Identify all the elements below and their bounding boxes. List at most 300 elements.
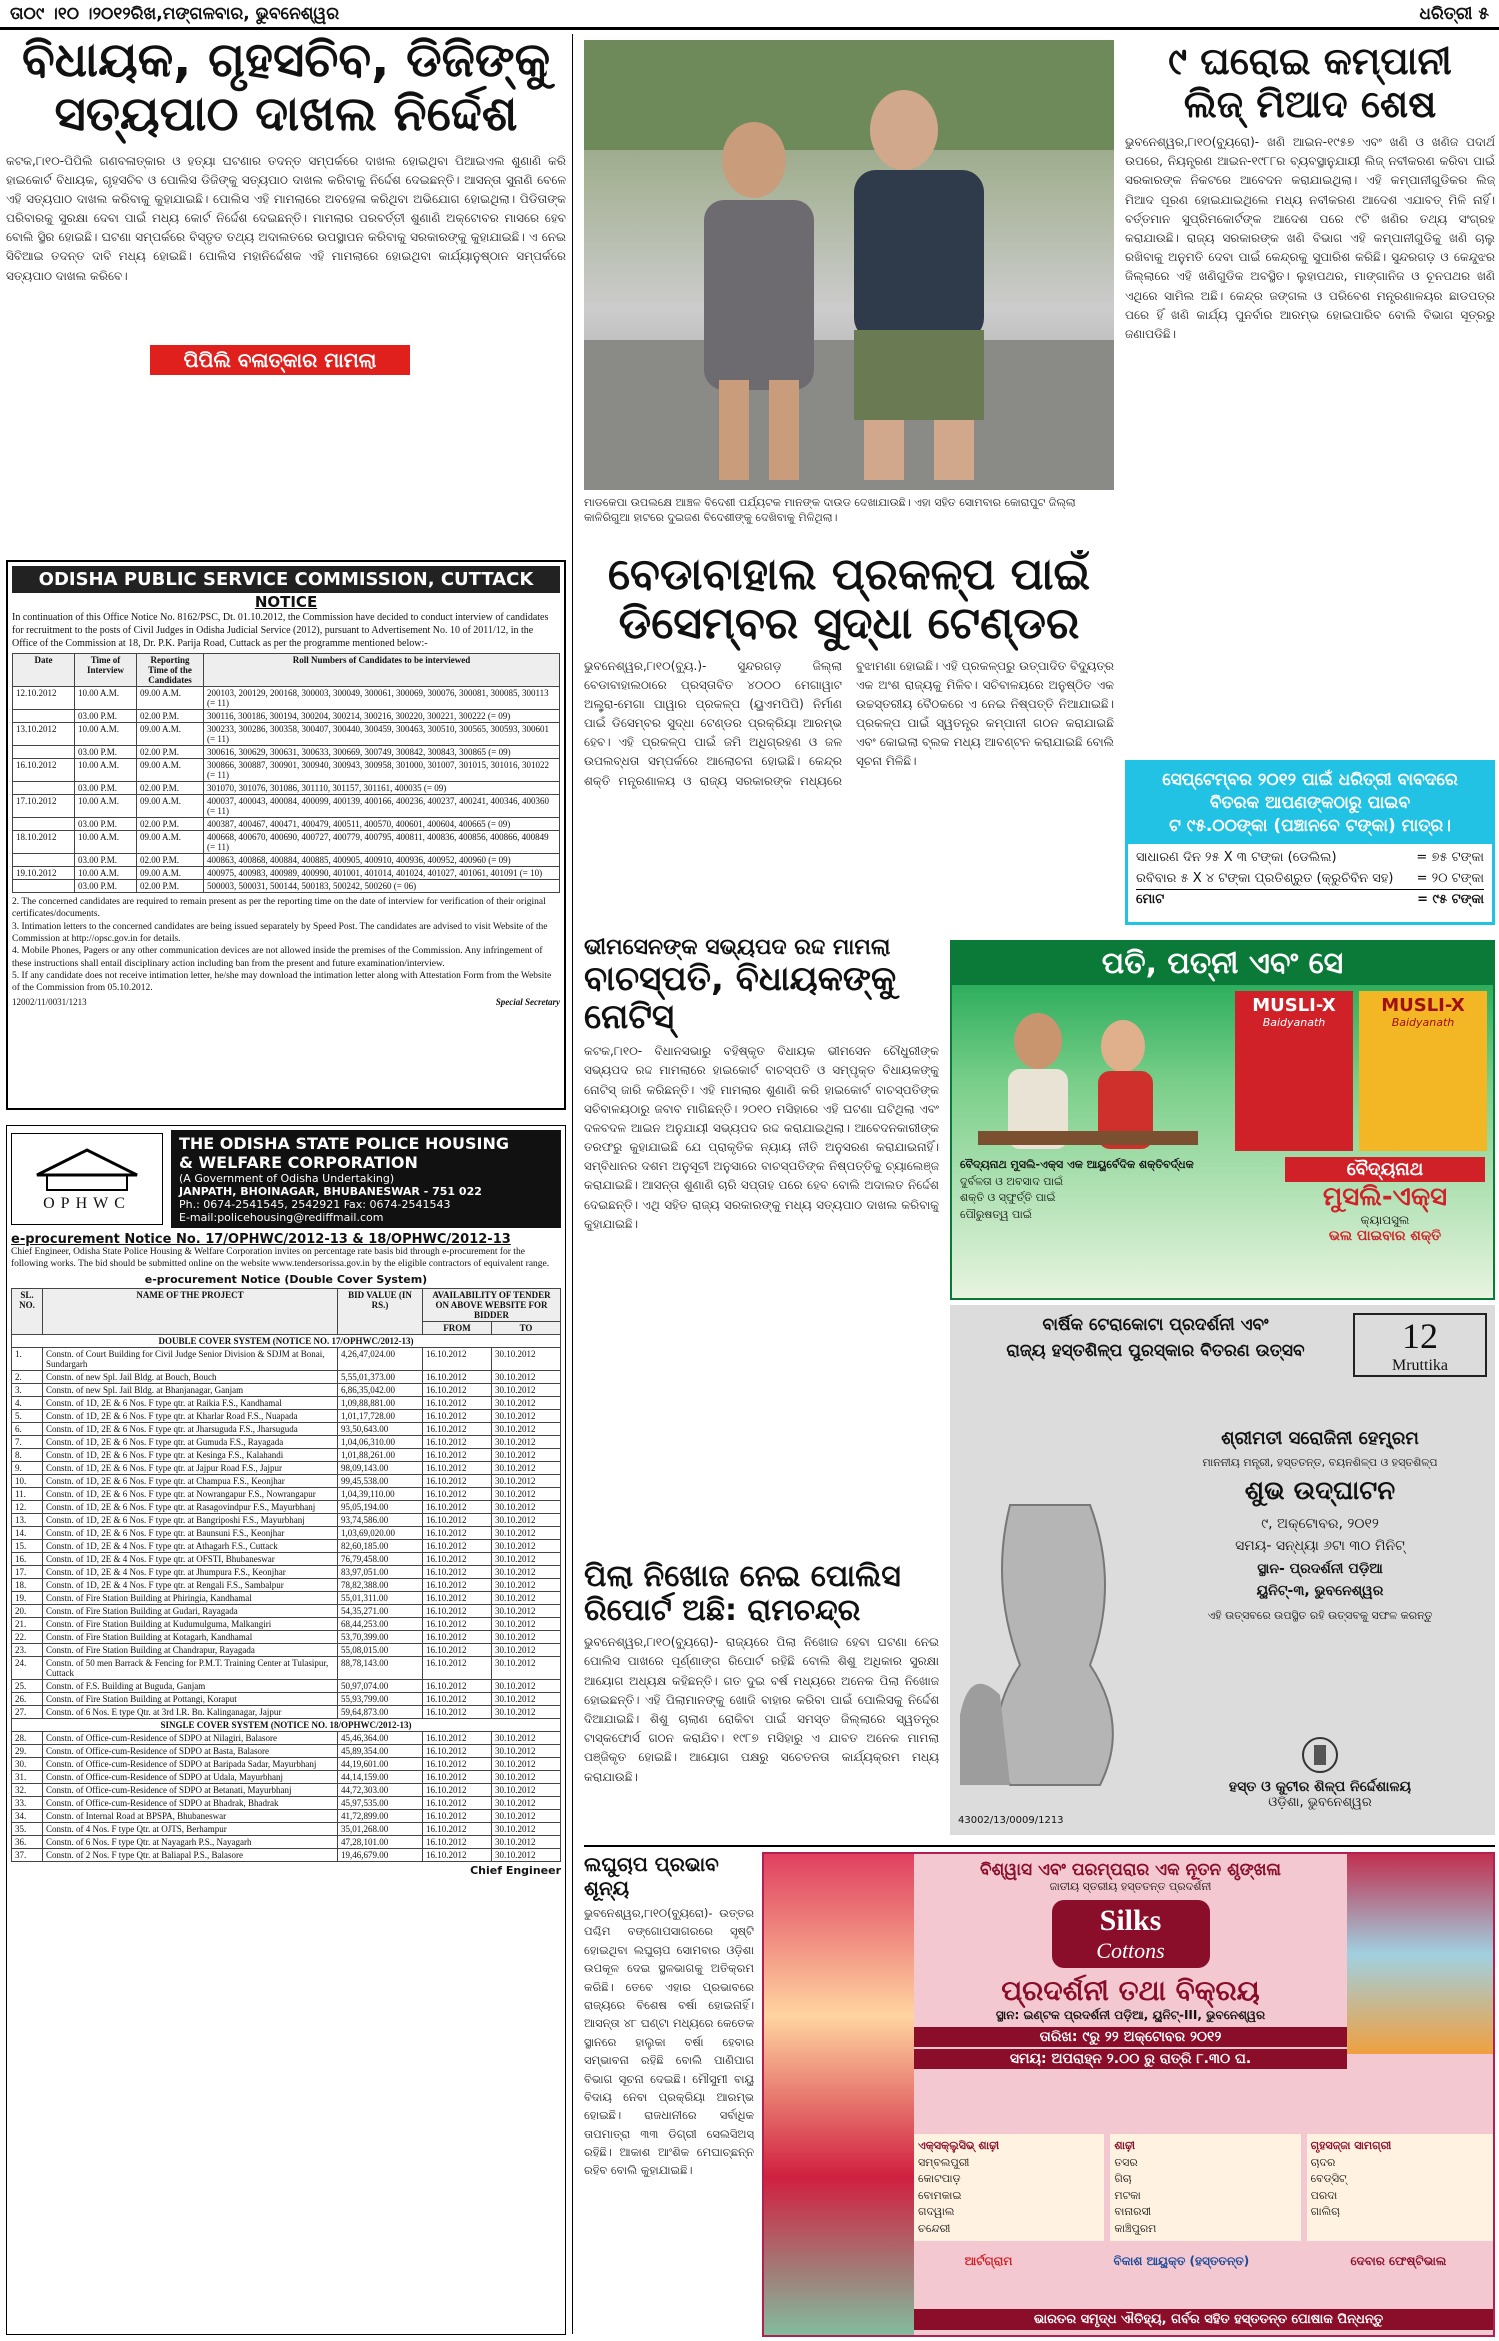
table-cell: 37. [12, 1848, 43, 1861]
table-cell: 300616, 300629, 300631, 300633, 300669, 300749, 300842, 300843, 300865 (= 09) [204, 746, 560, 759]
table-cell: 6,86,35,042.00 [338, 1383, 423, 1396]
table-cell: 30.10.2012 [492, 1705, 561, 1718]
table-cell: 26. [12, 1692, 43, 1705]
event-venue: ୟୁନିଟ୍-୩, ଭୁବନେଶ୍ୱର [1256, 1583, 1384, 1600]
ad-point: ଶକ୍ତି ଓ ସ୍ଫୁର୍ତ୍ତି ପାଇଁ [960, 1191, 1056, 1204]
table-cell [13, 782, 75, 795]
sub-line: ଟ ୯୫.୦୦ଙ୍କା (ପଞ୍ଚାନବେ ଟଙ୍କା) ମାତ୍ର। [1169, 815, 1451, 836]
ad-ref: 43002/13/0009/1213 [958, 1815, 1064, 1826]
table-cell: 93,50,643.00 [338, 1422, 423, 1435]
table-cell: 16.10.2012 [423, 1848, 492, 1861]
table-row [12, 1630, 561, 1643]
table-cell: 16. [12, 1552, 43, 1565]
story-headline: ବାଚସ୍ପତି, ବିଧାୟକଙ୍କୁ ନୋଟିସ୍ [584, 959, 897, 1038]
table-cell: 30.10.2012 [492, 1835, 561, 1848]
table-cell: 68,44,253.00 [338, 1617, 423, 1630]
notice-note: 3. Intimation letters to the concerned candidates are being issued separately by Speed Post. The candidates are advised to visit Website of the Commission at http://opsc.gov.in for details. [12, 921, 548, 945]
ad-sub: ଜାତୀୟ ସ୍ତରୀୟ ହସ୍ତତନ୍ତ ପ୍ରଦର୍ଶନୀ [1049, 1880, 1212, 1893]
table-cell: 16.10.2012 [423, 1643, 492, 1656]
table-row [12, 1435, 561, 1448]
list-title: ଗୃହସଜ୍ଜା ସାମଗ୍ରୀ [1310, 2139, 1392, 2152]
table-cell: 16.10.2012 [423, 1783, 492, 1796]
col-header: FROM [423, 1321, 492, 1334]
table-cell: 30.10.2012 [492, 1643, 561, 1656]
table-cell: 14. [12, 1526, 43, 1539]
notice-intro: Chief Engineer, Odisha State Police Housing & Welfare Corporation invites on percentage rate basis bid through e-procurement for the following works. The bid should be submitted online on the website www.tendersorissa.gov.in by the eligible contractors of equivalent range. [11, 1247, 550, 1269]
table-row [12, 1409, 561, 1422]
table-cell: 30.10.2012 [492, 1396, 561, 1409]
table-cell: 32. [12, 1783, 43, 1796]
table-cell: 10.00 A.M. [75, 759, 137, 782]
table-cell: Constn. of Internal Road at BPSPA, Bhubaneswar [43, 1809, 338, 1822]
logo-word: Cottons [1096, 1938, 1165, 1963]
table-row [12, 1461, 561, 1474]
product-brand-box: MUSLI-X [1381, 995, 1465, 1016]
table-cell: 30.10.2012 [492, 1500, 561, 1513]
table-cell: Constn. of 1D, 2E & 6 Nos. F type qtr. at Jajpur Road F.S., Jajpur [43, 1461, 338, 1474]
event-title: ରାଜ୍ୟ ହସ୍ତଶିଳ୍ପ ପୁରସ୍କାର ବିତରଣ ଉତ୍ସବ [1006, 1340, 1305, 1361]
product-company-box: Baidyanath [1391, 1016, 1455, 1029]
col-header: AVAILABILITY OF TENDER ON ABOVE WEBSITE FOR BIDDER [423, 1288, 561, 1321]
table-cell: 47,28,101.00 [338, 1835, 423, 1848]
table-row [12, 1796, 561, 1809]
table-cell: 09.00 A.M. [137, 759, 204, 782]
table-cell: 93,74,586.00 [338, 1513, 423, 1526]
opsc-title: ODISHA PUBLIC SERVICE COMMISSION, CUTTACK [12, 566, 560, 593]
table-cell: 3. [12, 1383, 43, 1396]
table-row [12, 1565, 561, 1578]
table-cell [13, 746, 75, 759]
event-label: ଶୁଭ ଉଦ୍‌ଘାଟନ [1244, 1476, 1396, 1507]
table-row [12, 1822, 561, 1835]
table-cell: 30.10.2012 [492, 1383, 561, 1396]
col-header: NAME OF THE PROJECT [43, 1288, 338, 1334]
table-row [12, 1448, 561, 1461]
table-cell: 03.00 P.M. [75, 710, 137, 723]
table-cell: 02.00 P.M. [137, 710, 204, 723]
table-cell: 16.10.2012 [423, 1539, 492, 1552]
table-cell: 33. [12, 1796, 43, 1809]
table-cell: Constn. of 1D, 2E & 6 Nos. F type qtr. at Jharsuguda F.S., Jharsuguda [43, 1422, 338, 1435]
table-cell: Constn. of 1D, 2E & 6 Nos. F type qtr. at Kharlar Road F.S., Nuapada [43, 1409, 338, 1422]
table-cell: 300233, 300286, 300358, 300407, 300440, 300459, 300463, 300510, 300565, 300593, 300601 (= 11) [204, 723, 560, 746]
page-number: ଧରିତ୍ରୀ ୫ [1419, 3, 1489, 24]
table-cell: 16.10.2012 [423, 1347, 492, 1370]
table-cell: 20. [12, 1604, 43, 1617]
table-cell: 30.10.2012 [492, 1539, 561, 1552]
sub-total-value: = ୯୫ ଟଙ୍କା [1417, 892, 1484, 908]
table-cell: Constn. of Office-cum-Residence of SDPO at Udala, Mayurbhanj [43, 1770, 338, 1783]
list-item: କାଞ୍ଚିପୁରମ [1114, 2221, 1157, 2235]
list-title: ଶାଢ଼ୀ [1114, 2139, 1136, 2152]
table-cell: 02.00 P.M. [137, 782, 204, 795]
table-cell: 16.10.2012 [423, 1461, 492, 1474]
table-cell: 10. [12, 1474, 43, 1487]
logo-text: OPHWC [43, 1195, 131, 1212]
col-header: Roll Numbers of Candidates to be interviewed [204, 654, 560, 687]
table-row [12, 1487, 561, 1500]
table-cell: 54,35,271.00 [338, 1604, 423, 1617]
table-cell: 9. [12, 1461, 43, 1474]
interview-table [12, 653, 560, 893]
ad-slogan: ଭଲ ପାଇବାର ଶକ୍ତି [1328, 1228, 1442, 1244]
table-cell: 09.00 A.M. [137, 831, 204, 854]
table-cell: 13. [12, 1513, 43, 1526]
story-kicker: ଭୀମସେନଙ୍କ ସଭ୍ୟପଦ ରଦ୍ଦ ମାମଲା [584, 935, 891, 960]
list-item: ବୋମକାଇ [918, 2188, 962, 2202]
table-cell: 27. [12, 1705, 43, 1718]
table-row [12, 1848, 561, 1861]
table-cell: 30.10.2012 [492, 1604, 561, 1617]
table-row [12, 1422, 561, 1435]
table-cell: 30.10.2012 [492, 1679, 561, 1692]
table-cell: 16.10.2012 [423, 1487, 492, 1500]
col-header: TO [492, 1321, 561, 1334]
table-cell [13, 818, 75, 831]
tender-table [11, 1288, 561, 1862]
section-title: SINGLE COVER SYSTEM (NOTICE NO. 18/OPHWC/2012-13) [12, 1718, 561, 1731]
table-row [12, 1656, 561, 1679]
dept-place: ଓଡ଼ିଶା, ଭୁବନେଶ୍ୱର [1268, 1795, 1372, 1810]
table-cell: 1,09,88,881.00 [338, 1396, 423, 1409]
list-item: ଗଦୱାଲ [918, 2205, 955, 2218]
table-row [12, 1539, 561, 1552]
ad-dates: ତାରିଖ: ୯ରୁ ୨୨ ଅକ୍ଟୋବର ୨୦୧୨ [914, 2027, 1347, 2047]
table-cell: Constn. of Fire Station Building at Chandrapur, Rayagada [43, 1643, 338, 1656]
table-cell: Constn. of 4 Nos. F type Qtr. at OJTS, Berhampur [43, 1822, 338, 1835]
table-row [12, 1731, 561, 1744]
table-cell: 500003, 500031, 500144, 500183, 500242, 500260 (= 06) [204, 880, 560, 893]
table-cell: 5. [12, 1409, 43, 1422]
table-cell: 19. [12, 1591, 43, 1604]
story-body: ଭୁବନେଶ୍ୱର,୮ା୧୦(ବ୍ୟୁରୋ)- ଉତ୍ତର ପଶ୍ଚିମ ବଙ୍ଗୋପସାଗରରେ ସୃଷ୍ଟି ହୋଇଥିବା ଲଘୁଚାପ ସୋମବାର ଓଡ଼ିଶା ଉପକୂଳ ଦେଇ ସ୍ଥଳଭାଗକୁ ଅତିକ୍ରମ କରିଛି। ତେବେ ଏହାର ପ୍ରଭାବରେ ରାଜ୍ୟରେ ବିଶେଷ ବର୍ଷା ହୋଇନାହିଁ। ଆସନ୍ତା ୪୮ ଘଣ୍ଟା ମଧ୍ୟରେ କେତେକ ସ୍ଥାନରେ ହାଲୁକା ବର୍ଷା ହେବାର ସମ୍ଭାବନା ରହିଛି ବୋଲି ପାଣିପାଗ ବିଭାଗ ସୂଚନା ଦେଇଛି। ମୌସୁମୀ ବାୟୁ ବିଦାୟ ନେବା ପ୍ରକ୍ରିୟା ଆରମ୍ଭ ହୋଇଛି। ରାଜଧାନୀରେ ସର୍ବାଧିକ ତାପମାତ୍ରା ୩୩ ଡିଗ୍ରୀ ସେଲସିଅସ୍ ରହିଛି। ଆକାଶ ଆଂଶିକ ମେଘାଚ୍ଛନ୍ନ ରହିବ ବୋଲି କୁହାଯାଇଛି। [584, 1906, 754, 2178]
story-body: ଭୁବନେଶ୍ୱର,୮ା୧୦(ବ୍ୟୁରୋ)- ରାଜ୍ୟରେ ପିଲା ନିଖୋଜ ହେବା ଘଟଣା ନେଇ ପୋଲିସ ପାଖରେ ପୂର୍ଣ୍ଣାଙ୍ଗ ରିପୋର୍ଟ ରହିଛି ବୋଲି ଶିଶୁ ଅଧିକାର ସୁରକ୍ଷା ଆୟୋଗ ଅଧ୍ୟକ୍ଷ କହିଛନ୍ତି। ଗତ ଦୁଇ ବର୍ଷ ମଧ୍ୟରେ ଅନେକ ପିଲା ନିଖୋଜ ହୋଇଛନ୍ତି। ଏହି ପିଲାମାନଙ୍କୁ ଖୋଜି ବାହାର କରିବା ପାଇଁ ପୋଲିସକୁ ନିର୍ଦ୍ଦେଶ ଦିଆଯାଇଛି। ଶିଶୁ ଚାଲାଣ ରୋକିବା ପାଇଁ ସମସ୍ତ ଜିଲ୍ଲାରେ ସ୍ୱତନ୍ତ୍ର ଟାସ୍କଫୋର୍ସ ଗଠନ କରାଯିବ। ୧୯୮୭ ମସିହାରୁ ଏ ଯାବତ ଅନେକ ମାମଲା ପଞ୍ଜିକୃତ ହୋଇଛି। ଆୟୋଗ ପକ୍ଷରୁ ସଚେତନତା କାର୍ଯ୍ୟକ୍ରମ ମଧ୍ୟ କରାଯାଉଛି। [584, 1635, 939, 1784]
table-cell: 30.10.2012 [492, 1656, 561, 1679]
table-cell: 55,93,799.00 [338, 1692, 423, 1705]
section-divider [584, 1845, 1495, 1847]
story-headline: ଲଘୁଚାପ ପ୍ରଭାବ ଶୂନ୍ୟ [584, 1852, 719, 1900]
table-cell: 16.10.2012 [423, 1526, 492, 1539]
table-cell: 400975, 400983, 400989, 400990, 401001, 401014, 401024, 401027, 401061, 401091 (= 10) [204, 867, 560, 880]
table-cell [13, 880, 75, 893]
table-row [12, 1744, 561, 1757]
table-cell: 55,08,015.00 [338, 1643, 423, 1656]
list-item: ମଟକା [1114, 2188, 1141, 2202]
table-cell: 16.10.2012 [423, 1396, 492, 1409]
sub-row-label: ସାଧାରଣ ଦିନ ୨୫ X ୩ ଟଙ୍କା (ଡେଲିଲ) [1136, 849, 1337, 865]
table-cell: 300116, 300186, 300194, 300204, 300214, 300216, 300220, 300221, 300222 (= 09) [204, 710, 560, 723]
story-tag: ପିପିଲି ବଳାତ୍କାର ମାମଲା [150, 345, 410, 375]
notice-intro: In continuation of this Office Notice No. 8162/PSC, Dt. 01.10.2012, the Commission have decided to conduct interview of candidates for recruitment to the posts of Civil Judges in Odisha Judicial Service (2012), pursuant to Advertisement No. 10 of 2011/12, in the Office of the Commission at 18, Dr. P.K. Parija Road, Cuttack as per the programme mentioned below:- [12, 612, 549, 649]
table-cell: 16.10.2012 [423, 1705, 492, 1718]
event-title: ବାର୍ଷିକ ଟେରାକୋଟା ପ୍ରଦର୍ଶନୀ ଏବଂ [1042, 1315, 1269, 1335]
table-cell: 16.10.2012 [423, 1809, 492, 1822]
table-cell: 16.10.2012 [423, 1422, 492, 1435]
table-cell: 30.10.2012 [492, 1757, 561, 1770]
table-cell: 30.10.2012 [492, 1409, 561, 1422]
table-cell: 03.00 P.M. [75, 854, 137, 867]
org-title: THE ODISHA STATE POLICE HOUSING [179, 1134, 509, 1153]
story-body: ଭୁବନେଶ୍ୱର,୮ା୧୦(ବ୍ୟୁ.)- ସୁନ୍ଦରଗଡ଼ ଜିଲ୍ଲା ବେଡାବାହାଲଠାରେ ପ୍ରସ୍ତାବିତ ୪୦୦୦ ମେଗାୱାଟ ଅଲ୍ଟ୍ରା-ମେଗା ପାୱାର ପ୍ରକଳ୍ପ (ୟୁଏମପିପି) ନିର୍ମାଣ ପାଇଁ ଡିସେମ୍ବର ସୁଦ୍ଧା ଟେଣ୍ଡର ପ୍ରକ୍ରିୟା ଆରମ୍ଭ ହେବ। ଏହି ପ୍ରକଳ୍ପ ପାଇଁ ଜମି ଅଧିଗ୍ରହଣ ଓ ଜଳ ଉପଲବ୍ଧତା ସମ୍ପର୍କରେ ଆଲୋଚନା ହୋଇଛି। କେନ୍ଦ୍ର ଶକ୍ତି ମନ୍ତ୍ରଣାଳୟ ଓ ରାଜ୍ୟ ସରକାରଙ୍କ ମଧ୍ୟରେ ବୁଝାମଣା ହୋଇଛି। ଏହି ପ୍ରକଳ୍ପରୁ ଉତ୍ପାଦିତ ବିଦ୍ୟୁତ୍‌ର ଏକ ଅଂଶ ରାଜ୍ୟକୁ ମିଳିବ। ସଚିବାଳୟରେ ଅନୁଷ୍ଠିତ ଏକ ଉଚ୍ଚସ୍ତରୀୟ ବୈଠକରେ ଏ ନେଇ ନିଷ୍ପତ୍ତି ନିଆଯାଇଛି। ପ୍ରକଳ୍ପ ପାଇଁ ସ୍ୱତନ୍ତ୍ର କମ୍ପାନୀ ଗଠନ କରାଯାଇଛି ଏବଂ କୋଇଲା ବ୍ଲକ ମଧ୍ୟ ଆବଣ୍ଟନ କରାଯାଇଛି ବୋଲି ସୂଚନା ମିଳିଛି। [584, 658, 1114, 788]
table-cell: Constn. of Fire Station Building at Pottangi, Koraput [43, 1692, 338, 1705]
table-row [12, 1757, 561, 1770]
table-cell: 30.10.2012 [492, 1565, 561, 1578]
table-cell: Constn. of Office-cum-Residence of SDPO at Baripada Sadar, Mayurbhanj [43, 1757, 338, 1770]
col-header: Time of Interview [75, 654, 137, 687]
table-cell: 16.10.2012 [423, 1370, 492, 1383]
table-row [12, 1705, 561, 1718]
table-row [12, 1809, 561, 1822]
table-cell: 16.10.2012 [13, 759, 75, 782]
story-mla-affidavit [6, 34, 566, 554]
table-cell: Constn. of 1D, 2E & 4 Nos. F type qtr. at OFSTI, Bhubaneswar [43, 1552, 338, 1565]
story-headline: ବିଧାୟକ, ଗୃହସଚିବ, ଡିଜିଙ୍କୁ [21, 34, 551, 88]
section-row [12, 1334, 561, 1347]
terracotta-vase-icon [950, 1465, 1150, 1805]
table-cell: 1,04,39,110.00 [338, 1487, 423, 1500]
table-cell: 16.10.2012 [423, 1617, 492, 1630]
ad-venue: ସ୍ଥାନ: ଇଣ୍ଟକ ପ୍ରଦର୍ଶନୀ ପଡ଼ିଆ, ୟୁନିଟ୍-III, ଭୁବନେଶ୍ୱର [995, 2008, 1266, 2022]
table-cell: 34. [12, 1809, 43, 1822]
table-cell: Constn. of 1D, 2E & 4 Nos. F type qtr. at Jhumpura F.S., Keonjhar [43, 1565, 338, 1578]
table-cell: 30.10.2012 [492, 1617, 561, 1630]
table-cell: 88,78,143.00 [338, 1656, 423, 1679]
table-cell: 30.10.2012 [492, 1526, 561, 1539]
table-cell: Constn. of Fire Station Building at Gudari, Rayagada [43, 1604, 338, 1617]
table-cell: Constn. of 1D, 2E & 6 Nos. F type qtr. at Baunsuni F.S., Keonjhar [43, 1526, 338, 1539]
table-cell: Constn. of 1D, 2E & 6 Nos. F type qtr. at Kesinga F.S., Kalahandi [43, 1448, 338, 1461]
ad-point: ପୌରୁଷତ୍ୱ ପାଇଁ [960, 1207, 1032, 1221]
table-cell: 30.10.2012 [492, 1461, 561, 1474]
event-date: ୯, ଅକ୍ଟୋବର, ୨୦୧୨ [1261, 1515, 1379, 1532]
list-item: ଗିଚା [1114, 2172, 1132, 2185]
table-cell: 53,70,399.00 [338, 1630, 423, 1643]
table-cell: 22. [12, 1630, 43, 1643]
sub-row-value: = ୨୦ ଟଙ୍କା [1416, 870, 1484, 886]
table-cell: Constn. of new Spl. Jail Bldg. at Bouch, Bouch [43, 1370, 338, 1383]
table-row [12, 1604, 561, 1617]
ad-mruttika [950, 1305, 1495, 1835]
tourists-photo-icon [584, 40, 1114, 490]
table-row [12, 1513, 561, 1526]
table-row [12, 1474, 561, 1487]
table-cell: 45,46,364.00 [338, 1731, 423, 1744]
table-cell: 30.10.2012 [492, 1578, 561, 1591]
product-company: Baidyanath [1262, 1016, 1326, 1029]
table-cell: Constn. of Office-cum-Residence of SDPO at Bhadrak, Bhadrak [43, 1796, 338, 1809]
subscription-box [1125, 760, 1495, 925]
sub-total-label: ମୋଟ [1136, 892, 1165, 908]
product-brand: MUSLI-X [1252, 995, 1336, 1016]
table-cell: Constn. of 1D, 2E & 6 Nos. F type qtr. at Bangriposhi F.S., Mayurbhanj [43, 1513, 338, 1526]
table-row [13, 795, 560, 818]
table-row [12, 1578, 561, 1591]
table-cell: 16.10.2012 [423, 1435, 492, 1448]
table-cell: 16.10.2012 [423, 1796, 492, 1809]
table-cell: 21. [12, 1617, 43, 1630]
section-title: DOUBLE COVER SYSTEM (NOTICE NO. 17/OPHWC/2012-13) [12, 1334, 561, 1347]
table-cell: Constn. of Court Building for Civil Judge Senior Division & SDJM at Bonai, Sundargarh [43, 1347, 338, 1370]
table-row [12, 1396, 561, 1409]
table-cell: 6. [12, 1422, 43, 1435]
table-row [12, 1643, 561, 1656]
table-cell: 55,01,311.00 [338, 1591, 423, 1604]
product-line: ବୈଦ୍ୟନାଥ [1285, 1157, 1485, 1182]
table-cell: 76,79,458.00 [338, 1552, 423, 1565]
sub-line: ସେପ୍ଟେମ୍ବର ୨୦୧୨ ପାଇଁ ଧରିତ୍ରୀ ବାବଦରେ [1162, 770, 1458, 790]
table-cell: 30.10.2012 [492, 1591, 561, 1604]
list-item: ସମ୍ବଲପୁରୀ [918, 2155, 970, 2169]
table-cell: Constn. of 1D, 2E & 6 Nos. F type qtr. at Nowrangapur F.S., Nowrangapur [43, 1487, 338, 1500]
story-headline: ଡିସେମ୍ବର ସୁଦ୍ଧା ଟେଣ୍ଡର [618, 598, 1080, 650]
table-cell: 30.10.2012 [492, 1552, 561, 1565]
table-cell: Constn. of 6 Nos. F type Qtr. at Nayagarh P.S., Nayagarh [43, 1835, 338, 1848]
table-title: e-procurement Notice (Double Cover System) [144, 1272, 428, 1286]
signatory: Special Secretary [495, 996, 560, 1007]
table-cell: 8. [12, 1448, 43, 1461]
table-row [12, 1770, 561, 1783]
table-cell: Constn. of Office-cum-Residence of SDPO at Betanati, Mayurbhanj [43, 1783, 338, 1796]
sub-line: ବିତରକ ଆପଣଙ୍କଠାରୁ ପାଇବ [1209, 792, 1411, 813]
table-cell: 50,97,074.00 [338, 1679, 423, 1692]
table-cell: 16.10.2012 [423, 1692, 492, 1705]
table-cell: 09.00 A.M. [137, 795, 204, 818]
table-cell: 2. [12, 1370, 43, 1383]
table-row [12, 1347, 561, 1370]
notice-ref: 12002/11/0031/1213 [12, 996, 87, 1007]
table-cell: 35,01,268.00 [338, 1822, 423, 1835]
table-cell: 11. [12, 1487, 43, 1500]
org-email: E-mail:policehousing@rediffmail.com [179, 1211, 384, 1224]
list-item: ବାନାରସୀ [1114, 2205, 1152, 2218]
col-header: BID VALUE (IN RS.) [338, 1288, 423, 1334]
table-cell: 18.10.2012 [13, 831, 75, 854]
table-row [12, 1617, 561, 1630]
product-list [914, 2134, 1104, 2241]
table-row [13, 759, 560, 782]
table-cell: 1,04,06,310.00 [338, 1435, 423, 1448]
silks-logo [1052, 1900, 1210, 1968]
list-item: ଚନ୍ଦେରୀ [918, 2221, 951, 2235]
table-cell: 98,09,143.00 [338, 1461, 423, 1474]
table-cell: 16.10.2012 [423, 1500, 492, 1513]
list-item: ବେଡ୍‌ସିଟ୍ [1310, 2172, 1347, 2185]
table-cell: 16.10.2012 [423, 1630, 492, 1643]
org-address: JANPATH, BHOINAGAR, BHUBANESWAR - 751 022 [179, 1185, 482, 1198]
sub-row-value: = ୭୫ ଟଙ୍କା [1416, 849, 1484, 865]
signatory: Chief Engineer [470, 1863, 561, 1877]
product-list [1110, 2134, 1300, 2241]
list-title: ଏକ୍ସକ୍ଲୁସିଭ୍ ଶାଢ଼ୀ [918, 2139, 1000, 2152]
table-cell: 10.00 A.M. [75, 723, 137, 746]
table-cell: 19.10.2012 [13, 867, 75, 880]
story-headline: ସତ୍ୟପାଠ ଦାଖଲ ନିର୍ଦ୍ଦେଶ [54, 85, 518, 142]
table-row [12, 1783, 561, 1796]
building-icon [27, 1145, 147, 1195]
govt-emblem-icon [1300, 1735, 1340, 1775]
table-cell: 16.10.2012 [423, 1409, 492, 1422]
org-title: & WELFARE CORPORATION [179, 1153, 418, 1172]
table-cell [13, 854, 75, 867]
table-cell: 30.10.2012 [492, 1435, 561, 1448]
notice-note: 4. Mobile Phones, Pagers or any other communication devices are not allowed inside the premises of the Commission. Any infringement of these instructions shall entail disciplinary action including ban from the present and future examination/interview. [12, 946, 543, 969]
news-photo [584, 40, 1114, 490]
table-cell: 400037, 400043, 400084, 400099, 400139, 400166, 400236, 400237, 400241, 400346, 400360 (= 11) [204, 795, 560, 818]
table-cell: 19,46,679.00 [338, 1848, 423, 1861]
story-bedabahal [584, 550, 1114, 930]
table-row [12, 1591, 561, 1604]
logo-name: Mruttika [1392, 1357, 1448, 1374]
table-cell: 30.10.2012 [492, 1692, 561, 1705]
story-headline: ପିଲା ନିଖୋଜ ନେଇ ପୋଲିସ [584, 1560, 901, 1594]
org-subtitle: (A Government of Odisha Undertaking) [179, 1172, 395, 1185]
list-item: କୋଟପାଡ଼ [918, 2172, 961, 2185]
table-row [12, 1692, 561, 1705]
sponsor: ବିକାଶ ଆୟୁକ୍ତ (ହସ୍ତତନ୍ତ) [1113, 2254, 1250, 2268]
table-cell: 30.10.2012 [492, 1513, 561, 1526]
table-cell: 16.10.2012 [423, 1565, 492, 1578]
ad-musli-x [950, 940, 1495, 1300]
table-cell: Constn. of 6 Nos. E type Qtr. at 3rd I.R. Bn. Kalinganagar, Jajpur [43, 1705, 338, 1718]
dept-name: ହସ୍ତ ଓ କୁଟୀର ଶିଳ୍ପ ନିର୍ଦ୍ଦେଶାଳୟ [1228, 1779, 1412, 1795]
table-cell: 59,64,873.00 [338, 1705, 423, 1718]
org-phone: Ph.: 0674-2541545, 2542921 Fax: 0674-2541543 [179, 1198, 451, 1211]
table-row [12, 1679, 561, 1692]
table-cell: 400668, 400670, 400690, 400727, 400779, 400795, 400811, 400836, 400856, 400866, 400849 (= 11) [204, 831, 560, 854]
table-cell: 09.00 A.M. [137, 687, 204, 710]
table-cell: 45,89,354.00 [338, 1744, 423, 1757]
table-cell: 30.10.2012 [492, 1822, 561, 1835]
table-row [13, 880, 560, 893]
table-cell: 03.00 P.M. [75, 782, 137, 795]
table-cell: 301070, 301076, 301086, 301110, 301157, 301161, 400035 (= 09) [204, 782, 560, 795]
table-row [13, 687, 560, 710]
table-cell: 30.10.2012 [492, 1809, 561, 1822]
table-cell: 16.10.2012 [423, 1744, 492, 1757]
table-cell: 16.10.2012 [423, 1578, 492, 1591]
table-cell: 4. [12, 1396, 43, 1409]
table-cell: Constn. of Fire Station Building at Phiringia, Kandhamal [43, 1591, 338, 1604]
table-cell: 16.10.2012 [423, 1656, 492, 1679]
table-cell: Constn. of 1D, 2E & 6 Nos. F type qtr. at Gumuda F.S., Rayagada [43, 1435, 338, 1448]
table-cell: 30.10.2012 [492, 1474, 561, 1487]
table-cell: 16.10.2012 [423, 1552, 492, 1565]
event-venue: ସ୍ଥାନ- ପ୍ରଦର୍ଶନୀ ପଡ଼ିଆ [1257, 1560, 1383, 1577]
table-cell: Constn. of Office-cum-Residence of SDPO at Nilagiri, Balasore [43, 1731, 338, 1744]
table-cell: 02.00 P.M. [137, 818, 204, 831]
table-cell: 02.00 P.M. [137, 746, 204, 759]
table-row [12, 1526, 561, 1539]
opsc-notice [6, 560, 566, 1110]
table-cell: 30.10.2012 [492, 1487, 561, 1500]
table-row [13, 723, 560, 746]
table-cell: 12.10.2012 [13, 687, 75, 710]
notice-heading: NOTICE [254, 593, 318, 611]
table-cell: Constn. of 50 men Barrack & Fencing for P.M.T. Training Center at Tulasipur, Cuttack [43, 1656, 338, 1679]
table-cell: 24. [12, 1656, 43, 1679]
table-cell: 09.00 A.M. [137, 867, 204, 880]
table-cell: 83,97,051.00 [338, 1565, 423, 1578]
couple-image-icon [958, 991, 1208, 1151]
product-sub: କ୍ୟାପସୁଲ [1360, 1213, 1410, 1227]
notice-title: e-procurement Notice No. 17/OPHWC/2012-13 & 18/OPHWC/2012-13 [11, 1232, 511, 1247]
table-cell: 30.10.2012 [492, 1370, 561, 1383]
table-row [13, 867, 560, 880]
date-line: ତା୦୯ ।୧୦ ।୨୦୧୨ରିଖ,ମଙ୍ଗଳବାର, ଭୁବନେଶ୍ୱର [10, 3, 340, 24]
table-cell: Constn. of Fire Station Building at Kotagarh, Kandhamal [43, 1630, 338, 1643]
event-invite: ଏହି ଉତ୍ସବରେ ଉପସ୍ଥିତ ରହି ଉତ୍ସବକୁ ସଫଳ କରନ୍ତୁ [1207, 1608, 1433, 1622]
photo-caption: ମାଡକେପା ଉପଲକ୍ଷେ ଆଞ୍ଚଳ ବିଦେଶୀ ପର୍ଯ୍ୟଟକ ମାନଙ୍କ ଦାଉଡ ଦେଖାଯାଉଛି। ଏହା ସହିତ ସୋମବାର କୋରାପୁଟ ଜିଲ୍ଲା କାଳିରିଗୁଆ ହାଟରେ ଦୁଇଜଣ ବିଦେଶୀଙ୍କୁ ଦେଖିବାକୁ ମିଳିଥିଲା। [584, 496, 1076, 525]
